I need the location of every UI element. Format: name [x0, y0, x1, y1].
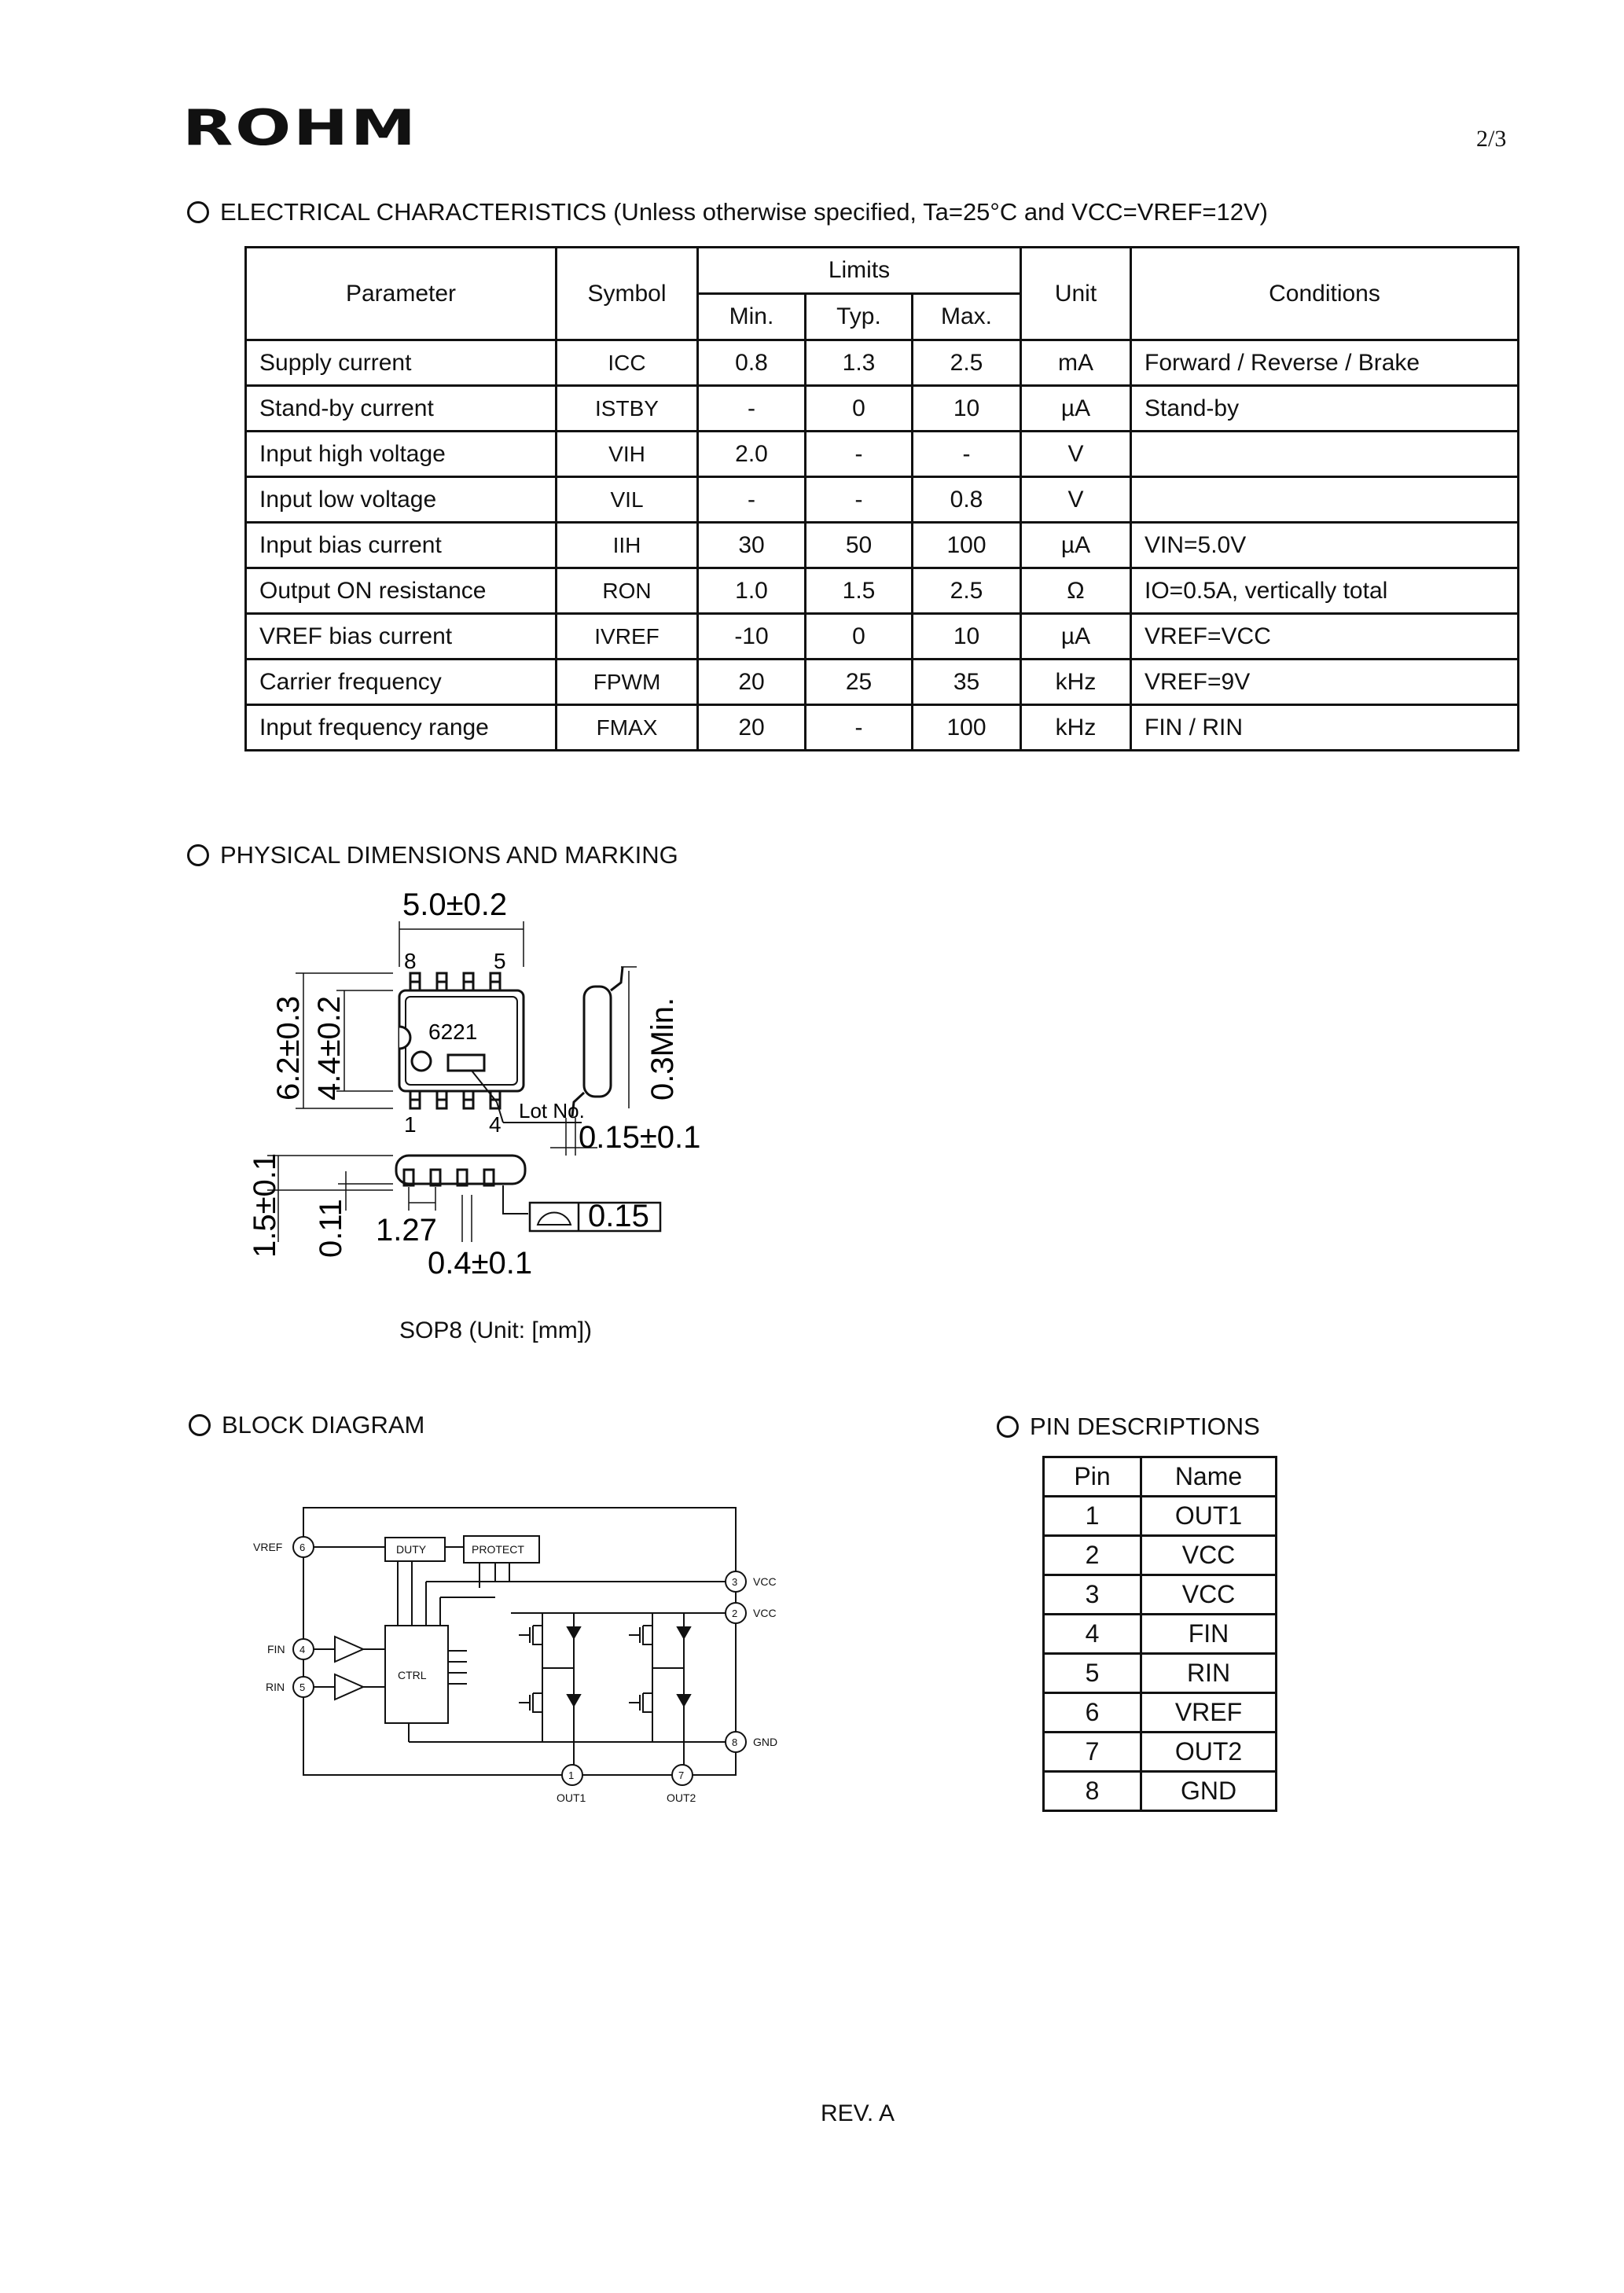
cell-symbol: RON	[557, 568, 698, 614]
cell-symbol: VIL	[557, 477, 698, 523]
label-gnd: GND	[753, 1736, 778, 1748]
cell-unit: Ω	[1021, 568, 1131, 614]
dim-min-clearance: 0.3Min.	[645, 997, 680, 1101]
table-row	[246, 614, 1519, 660]
pin-num-1: 1	[568, 1769, 575, 1781]
cell-min: 1.0	[698, 568, 806, 614]
cell-max: -	[913, 432, 1021, 477]
pin-num-8: 8	[732, 1736, 738, 1748]
cell-max: 2.5	[913, 340, 1021, 386]
dim-standoff: 0.11	[314, 1199, 348, 1258]
cell-conditions	[1131, 477, 1519, 523]
cell-unit: V	[1021, 477, 1131, 523]
dim-lead-thickness: 0.15±0.1	[579, 1120, 701, 1155]
label-out2: OUT2	[667, 1791, 696, 1804]
dim-pin5: 5	[494, 949, 506, 973]
col-name: Name	[1141, 1457, 1277, 1497]
table-row	[1044, 1654, 1277, 1693]
block-diagram	[244, 1494, 810, 1824]
table-row	[246, 386, 1519, 432]
fin-buffer-icon	[335, 1637, 363, 1662]
cell-typ: 0	[806, 386, 913, 432]
cell-unit: kHz	[1021, 705, 1131, 751]
cell-name: FIN	[1141, 1615, 1277, 1654]
table-row	[1044, 1693, 1277, 1733]
package-caption: SOP8 (Unit: [mm])	[399, 1317, 593, 1343]
table-row	[246, 705, 1519, 751]
pin-num-5: 5	[299, 1681, 306, 1693]
cell-conditions: VIN=5.0V	[1131, 523, 1519, 568]
col-limits: Limits	[698, 248, 1021, 294]
bullet-circle-icon	[997, 1416, 1019, 1438]
cell-max: 100	[913, 705, 1021, 751]
dim-height-body: 4.4±0.2	[312, 995, 347, 1101]
cell-pin: 5	[1044, 1654, 1141, 1693]
label-vcc-2: VCC	[753, 1607, 777, 1619]
top-pins	[410, 973, 500, 990]
dim-pin1: 1	[404, 1112, 417, 1137]
cell-symbol: IVREF	[557, 614, 698, 660]
dim-pin4: 4	[489, 1112, 502, 1137]
cell-conditions: FIN / RIN	[1131, 705, 1519, 751]
table-row	[1044, 1497, 1277, 1536]
pin-num-3: 3	[732, 1576, 738, 1588]
dim-lead-width: 0.4±0.1	[428, 1246, 533, 1281]
cell-name: OUT1	[1141, 1497, 1277, 1536]
cell-max: 35	[913, 660, 1021, 705]
pins-heading	[997, 1413, 1260, 1441]
table-row	[246, 340, 1519, 386]
cell-conditions: Stand-by	[1131, 386, 1519, 432]
pin-table	[1042, 1456, 1277, 1812]
pins-heading-text: PIN DESCRIPTIONS	[1030, 1413, 1260, 1440]
cell-conditions: IO=0.5A, vertically total	[1131, 568, 1519, 614]
cell-max: 10	[913, 614, 1021, 660]
cell-parameter: Output ON resistance	[246, 568, 557, 614]
dim-height-total: 6.2±0.3	[271, 995, 306, 1101]
rohm-logo: ROHM	[182, 99, 418, 156]
lot-label: Lot No.	[519, 1099, 585, 1123]
label-vref: VREF	[253, 1541, 283, 1553]
table-row	[1044, 1772, 1277, 1811]
pin-num-7: 7	[678, 1769, 685, 1781]
table-row	[1044, 1536, 1277, 1575]
cell-typ: -	[806, 432, 913, 477]
pin1-marker	[412, 1052, 431, 1071]
col-symbol: Symbol	[557, 248, 698, 340]
cell-typ: 1.3	[806, 340, 913, 386]
table-row	[1044, 1615, 1277, 1654]
dim-package-height: 1.5±0.1	[248, 1152, 282, 1258]
cell-unit: µA	[1021, 386, 1131, 432]
cell-symbol: VIH	[557, 432, 698, 477]
cell-typ: -	[806, 477, 913, 523]
cell-name: OUT2	[1141, 1733, 1277, 1772]
cell-symbol: IIH	[557, 523, 698, 568]
cell-pin: 3	[1044, 1575, 1141, 1615]
cell-unit: kHz	[1021, 660, 1131, 705]
dim-pin8: 8	[404, 949, 417, 973]
electrical-heading-text: ELECTRICAL CHARACTERISTICS (Unless otherwise specified, Ta=25°C and VCC=VREF=12V)	[220, 198, 1268, 226]
bullet-circle-icon	[189, 1414, 211, 1436]
cell-name: GND	[1141, 1772, 1277, 1811]
dim-flatness: 0.15	[588, 1199, 649, 1233]
cell-conditions: VREF=VCC	[1131, 614, 1519, 660]
bullet-circle-icon	[187, 201, 209, 223]
cell-min: 2.0	[698, 432, 806, 477]
cell-parameter: VREF bias current	[246, 614, 557, 660]
diode-icon	[678, 1627, 690, 1638]
cell-typ: 1.5	[806, 568, 913, 614]
side-view-body	[584, 987, 611, 1097]
table-row	[246, 660, 1519, 705]
cell-max: 100	[913, 523, 1021, 568]
cell-conditions	[1131, 432, 1519, 477]
cell-typ: 0	[806, 614, 913, 660]
bullet-circle-icon	[187, 844, 209, 866]
electrical-table	[244, 246, 1519, 751]
col-min: Min.	[698, 294, 806, 340]
rin-buffer-icon	[335, 1674, 363, 1700]
diode-icon	[568, 1627, 580, 1638]
block-heading-text: BLOCK DIAGRAM	[222, 1411, 425, 1439]
col-unit: Unit	[1021, 248, 1131, 340]
dim-width: 5.0±0.2	[402, 887, 508, 922]
label-vcc-3: VCC	[753, 1575, 777, 1588]
cell-max: 2.5	[913, 568, 1021, 614]
cell-parameter: Input frequency range	[246, 705, 557, 751]
col-parameter: Parameter	[246, 248, 557, 340]
dim-pitch: 1.27	[376, 1213, 437, 1248]
cell-unit: mA	[1021, 340, 1131, 386]
cell-pin: 6	[1044, 1693, 1141, 1733]
cell-pin: 1	[1044, 1497, 1141, 1536]
cell-name: VCC	[1141, 1536, 1277, 1575]
lot-box	[448, 1055, 484, 1071]
physical-heading	[187, 841, 678, 869]
table-row	[1044, 1575, 1277, 1615]
cell-typ: 50	[806, 523, 913, 568]
cell-symbol: ISTBY	[557, 386, 698, 432]
label-duty: DUTY	[396, 1543, 427, 1556]
cell-min: 20	[698, 660, 806, 705]
label-protect: PROTECT	[472, 1543, 524, 1556]
cell-max: 10	[913, 386, 1021, 432]
cell-typ: 25	[806, 660, 913, 705]
cell-min: 0.8	[698, 340, 806, 386]
cell-name: RIN	[1141, 1654, 1277, 1693]
cell-pin: 2	[1044, 1536, 1141, 1575]
bottom-pins	[410, 1091, 500, 1108]
col-conditions: Conditions	[1131, 248, 1519, 340]
cell-conditions: VREF=9V	[1131, 660, 1519, 705]
table-row	[246, 568, 1519, 614]
page-number: 2/3	[1476, 126, 1507, 152]
cell-unit: V	[1021, 432, 1131, 477]
cell-parameter: Input low voltage	[246, 477, 557, 523]
revision: REV. A	[821, 2100, 895, 2126]
cell-unit: µA	[1021, 614, 1131, 660]
label-fin: FIN	[267, 1643, 285, 1655]
pin-num-6: 6	[299, 1542, 306, 1553]
cell-max: 0.8	[913, 477, 1021, 523]
col-max: Max.	[913, 294, 1021, 340]
sop8-package-drawing	[236, 873, 786, 1313]
cell-parameter: Supply current	[246, 340, 557, 386]
electrical-heading	[187, 198, 1268, 226]
col-pin: Pin	[1044, 1457, 1141, 1497]
table-row	[1044, 1733, 1277, 1772]
cell-pin: 4	[1044, 1615, 1141, 1654]
pin-num-4: 4	[299, 1644, 306, 1655]
cell-min: -10	[698, 614, 806, 660]
cell-pin: 8	[1044, 1772, 1141, 1811]
cell-symbol: ICC	[557, 340, 698, 386]
cell-min: -	[698, 477, 806, 523]
cell-unit: µA	[1021, 523, 1131, 568]
physical-heading-text: PHYSICAL DIMENSIONS AND MARKING	[220, 841, 678, 869]
table-row	[246, 477, 1519, 523]
label-out1: OUT1	[557, 1791, 586, 1804]
cell-conditions: Forward / Reverse / Brake	[1131, 340, 1519, 386]
pin-num-2: 2	[732, 1608, 738, 1619]
cell-typ: -	[806, 705, 913, 751]
label-ctrl: CTRL	[398, 1669, 427, 1681]
label-rin: RIN	[266, 1681, 285, 1693]
cell-symbol: FMAX	[557, 705, 698, 751]
cell-parameter: Input high voltage	[246, 432, 557, 477]
table-row	[246, 523, 1519, 568]
cell-pin: 7	[1044, 1733, 1141, 1772]
cell-min: -	[698, 386, 806, 432]
cell-symbol: FPWM	[557, 660, 698, 705]
cell-min: 20	[698, 705, 806, 751]
col-typ: Typ.	[806, 294, 913, 340]
block-heading	[189, 1411, 424, 1439]
cell-min: 30	[698, 523, 806, 568]
cell-name: VREF	[1141, 1693, 1277, 1733]
cell-parameter: Input bias current	[246, 523, 557, 568]
table-row	[246, 432, 1519, 477]
cell-parameter: Carrier frequency	[246, 660, 557, 705]
cell-name: VCC	[1141, 1575, 1277, 1615]
cell-parameter: Stand-by current	[246, 386, 557, 432]
marking-text: 6221	[428, 1020, 478, 1044]
